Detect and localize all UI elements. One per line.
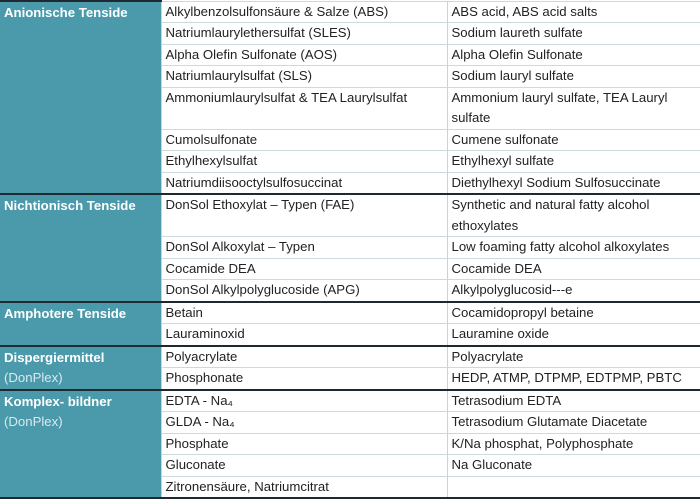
- category-cell: [0, 302, 161, 346]
- category-name: Komplex- bildner: [4, 393, 112, 409]
- english-name-cell: Tetrasodium Glutamate Diacetate: [447, 412, 700, 434]
- category-subtitle: (DonPlex): [4, 413, 63, 429]
- german-name-cell: Zitronensäure, Natriumcitrat: [161, 476, 447, 498]
- english-name-cell: Cocamide DEA: [447, 258, 700, 280]
- german-name-cell: Cocamide DEA: [161, 258, 447, 280]
- table-row: [0, 302, 700, 324]
- table-row: [0, 346, 700, 368]
- english-name-cell: Cumene sulfonate: [447, 129, 700, 151]
- german-name-cell: DonSol Ethoxylat – Typen (FAE): [161, 194, 447, 237]
- category-name: Amphotere Tenside: [4, 305, 127, 321]
- german-name-cell: Cumolsulfonate: [161, 129, 447, 151]
- table-row: [0, 390, 700, 412]
- english-name-cell: Tetrasodium EDTA: [447, 390, 700, 412]
- english-name-cell: Sodium lauryl sulfate: [447, 66, 700, 88]
- german-name-cell: GLDA - Na₄: [161, 412, 447, 434]
- table-row: [0, 1, 700, 23]
- german-name-cell: Alkylbenzolsulfonsäure & Salze (ABS): [161, 1, 447, 23]
- german-name-cell: Ethylhexylsulfat: [161, 151, 447, 173]
- english-name-cell: K/Na phosphat, Polyphosphate: [447, 433, 700, 455]
- english-name-cell: Sodium laureth sulfate: [447, 23, 700, 45]
- english-name-cell: Alkylpolyglucosid---e: [447, 280, 700, 302]
- english-name-cell: ABS acid, ABS acid salts: [447, 1, 700, 23]
- german-name-cell: DonSol Alkoxylat – Typen: [161, 237, 447, 259]
- german-name-cell: Polyacrylate: [161, 346, 447, 368]
- english-name-cell: HEDP, ATMP, DTPMP, EDTPMP, PBTC: [447, 368, 700, 390]
- german-name-cell: Lauraminoxid: [161, 324, 447, 346]
- english-name-cell: Cocamidopropyl betaine: [447, 302, 700, 324]
- german-name-cell: Natriumlaurylethersulfat (SLES): [161, 23, 447, 45]
- category-name: Dispergiermittel: [4, 349, 105, 365]
- english-name-cell: Diethylhexyl Sodium Sulfosuccinate: [447, 172, 700, 194]
- german-name-cell: Natriumdiisooctylsulfosuccinat: [161, 172, 447, 194]
- category-name: Anionische Tenside: [4, 5, 128, 20]
- german-name-cell: Betain: [161, 302, 447, 324]
- german-name-cell: Natriumlaurylsulfat (SLS): [161, 66, 447, 88]
- table-body: [0, 1, 700, 498]
- english-name-cell: Lauramine oxide: [447, 324, 700, 346]
- german-name-cell: DonSol Alkylpolyglucoside (APG): [161, 280, 447, 302]
- category-cell: [0, 346, 161, 390]
- table-row: [0, 194, 700, 237]
- german-name-cell: EDTA - Na₄: [161, 390, 447, 412]
- english-name-cell: Low foaming fatty alcohol alkoxylates: [447, 237, 700, 259]
- category-cell: [0, 1, 161, 194]
- category-subtitle: (DonPlex): [4, 369, 63, 385]
- german-name-cell: Phosphonate: [161, 368, 447, 390]
- english-name-cell: Ammonium lauryl sulfate, TEA Lauryl sulfate: [447, 87, 700, 129]
- german-name-cell: Ammoniumlaurylsulfat & TEA Laurylsulfat: [161, 87, 447, 129]
- category-name: Nichtionisch Tenside: [4, 198, 136, 213]
- english-name-cell: Polyacrylate: [447, 346, 700, 368]
- german-name-cell: Gluconate: [161, 455, 447, 477]
- german-name-cell: Alpha Olefin Sulfonate (AOS): [161, 44, 447, 66]
- german-name-cell: Phosphate: [161, 433, 447, 455]
- english-name-cell: Alpha Olefin Sulfonate: [447, 44, 700, 66]
- english-name-cell: [447, 476, 700, 498]
- category-cell: [0, 390, 161, 499]
- english-name-cell: Ethylhexyl sulfate: [447, 151, 700, 173]
- english-name-cell: Na Gluconate: [447, 455, 700, 477]
- english-name-cell: Synthetic and natural fatty alcohol ethoxylates: [447, 194, 700, 237]
- category-cell: [0, 194, 161, 302]
